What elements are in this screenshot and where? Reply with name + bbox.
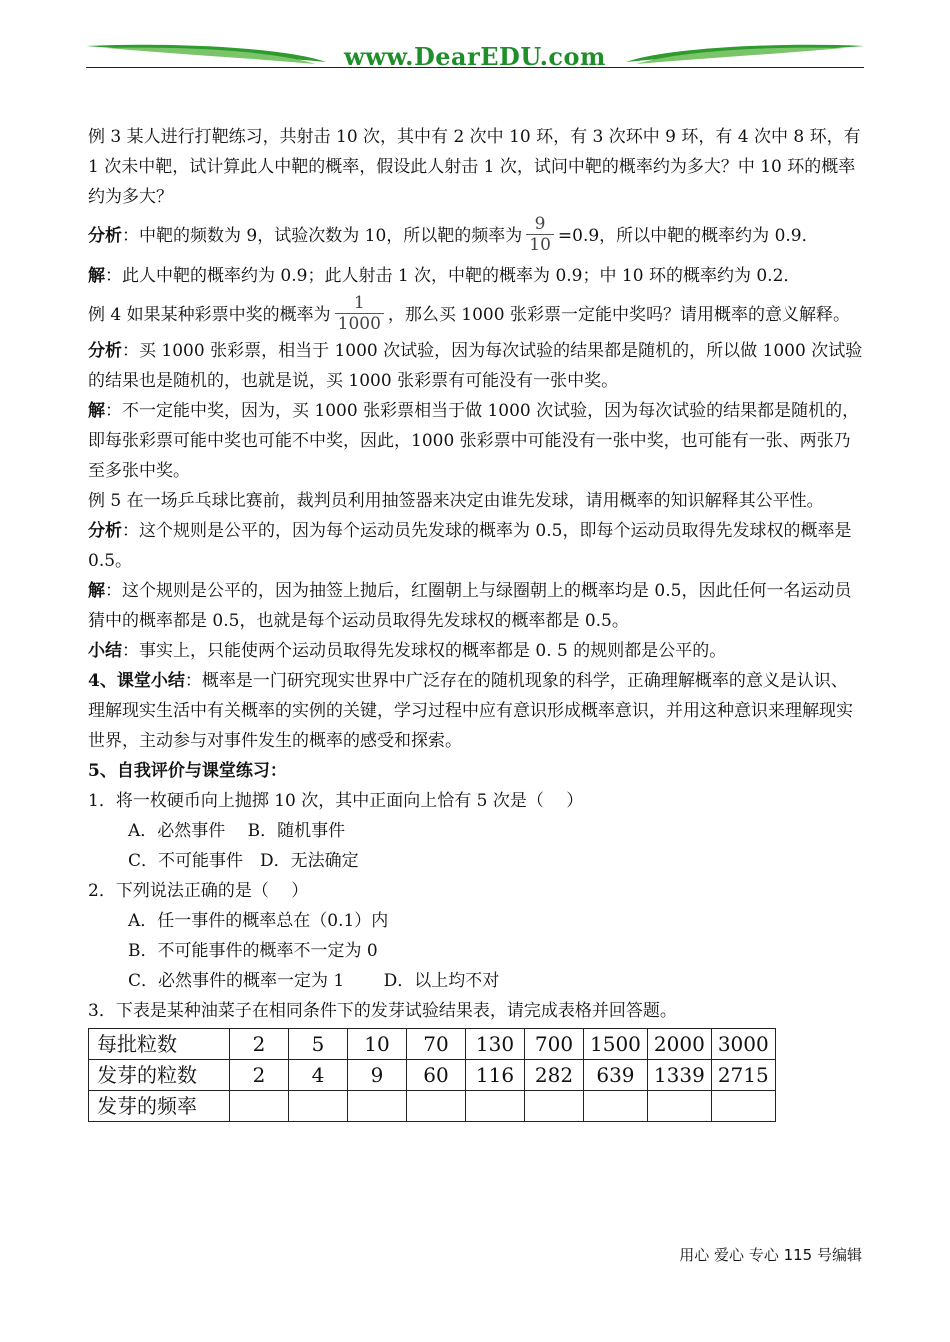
- table-row: [89, 1091, 776, 1122]
- table-cell: 639: [584, 1060, 648, 1091]
- section4-label: 4、课堂小结: [88, 671, 185, 691]
- summary-text: ：事实上，只能使两个运动员取得先发球权的概率都是 0. 5 的规则都是公平的。: [122, 641, 727, 661]
- example5-analysis: [88, 516, 864, 576]
- section5-heading: 5、自我评价与课堂练习：: [88, 761, 287, 781]
- row-header: 发芽的粒数: [89, 1060, 230, 1091]
- table-row: [89, 1029, 776, 1060]
- fraction-numerator: 9: [526, 214, 554, 235]
- section4-text: ：概率是一门研究现实世界中广泛存在的随机现象的科学，正确理解概率的意义是认识、理解现实生活中有关概率的实例的关键，学习过程中应有意识形成概率意识，并用这种意识来理解现实世界，主动参与对事件发生的概率的感受和探索。: [88, 671, 853, 751]
- analysis-label: 分析: [88, 341, 122, 361]
- table-cell: 2: [230, 1060, 289, 1091]
- q1-stem: 1．将一枚硬币向上抛掷 10 次，其中正面向上恰有 5 次是（ ）: [88, 791, 584, 811]
- q2-option-b: B．不可能事件的概率不一定为 0: [128, 941, 378, 961]
- q2-option-a: A．任一事件的概率总在（0.1）内: [128, 911, 389, 931]
- q2-stem: 2．下列说法正确的是（ ）: [88, 881, 309, 901]
- analysis-text: ：中靶的频数为 9，试验次数为 10，所以靶的频率为: [122, 226, 523, 246]
- q3-stem: 3．下表是某种油菜子在相同条件下的发芽试验结果表，请完成表格并回答题。: [88, 1001, 677, 1021]
- table-cell-blank[interactable]: [230, 1091, 289, 1122]
- table-cell-blank[interactable]: [711, 1091, 775, 1122]
- example4-solution: [88, 396, 864, 486]
- fraction-denominator: 10: [529, 235, 551, 255]
- table-cell: 130: [466, 1029, 525, 1060]
- solution-text: ：此人中靶的概率约为 0.9；此人射击 1 次，中靶的概率为 0.9；中 10 环的概率约为 0.2．: [105, 266, 801, 286]
- table-cell-blank[interactable]: [466, 1091, 525, 1122]
- row-header: 每批粒数: [89, 1029, 230, 1060]
- question-text-end: ，那么买 1000 张彩票一定能中奖吗？请用概率的意义解释。: [387, 305, 850, 325]
- example5-summary: [88, 636, 864, 666]
- section5-title: [88, 756, 864, 786]
- table-cell: 2000: [647, 1029, 711, 1060]
- table-cell: 4: [289, 1060, 348, 1091]
- table-cell: 700: [525, 1029, 584, 1060]
- fraction-numerator: 1: [335, 293, 384, 314]
- table-cell-blank[interactable]: [348, 1091, 407, 1122]
- table-cell: 5: [289, 1029, 348, 1060]
- table-cell-blank[interactable]: [289, 1091, 348, 1122]
- section4-summary: [88, 666, 864, 756]
- table-cell-blank[interactable]: [647, 1091, 711, 1122]
- table-cell: 9: [348, 1060, 407, 1091]
- example5-solution: [88, 576, 864, 636]
- table-cell: 10: [348, 1029, 407, 1060]
- solution-label: 解: [88, 401, 105, 421]
- page-footer: 用心 爱心 专心 115 号编辑: [679, 1246, 862, 1264]
- fraction-denominator: 1000: [337, 314, 381, 334]
- example4-question: [88, 295, 864, 336]
- table-row: [89, 1060, 776, 1091]
- q2-options-cd: C．必然事件的概率一定为 1 D．以上均不对: [128, 971, 500, 991]
- summary-label: 小结: [88, 641, 122, 661]
- table-cell: 60: [407, 1060, 466, 1091]
- analysis-label: 分析: [88, 226, 122, 246]
- solution-label: 解: [88, 266, 105, 286]
- example5-question: 例 5 在一场乒乓球比赛前，裁判员利用抽签器来决定由谁先发球，请用概率的知识解释其公平性。: [88, 491, 824, 511]
- q1-options-cd: C．不可能事件 D．无法确定: [128, 851, 359, 871]
- analysis-text: ：买 1000 张彩票，相当于 1000 次试验，因为每次试验的结果都是随机的，所以做 1000 次试验的结果也是随机的，也就是说，买 1000 张彩票有可能没有一张中奖。: [88, 341, 863, 391]
- example3-analysis: [88, 216, 864, 257]
- document-body: [88, 122, 864, 1122]
- table-cell: 2715: [711, 1060, 775, 1091]
- analysis-text: ：这个规则是公平的，因为每个运动员先发球的概率为 0.5，即每个运动员取得先发球权的概率是 0.5。: [88, 521, 852, 571]
- solution-text: ：不一定能中奖，因为，买 1000 张彩票相当于做 1000 次试验，因为每次试验的结果都是随机的，即每张彩票可能中奖也可能不中奖，因此，1000 张彩票中可能没有一张中奖，也可能有一张、两张乃至多张中奖。: [88, 401, 860, 481]
- q1-options-ab: A．必然事件 B．随机事件: [128, 821, 346, 841]
- fraction: [335, 293, 384, 334]
- site-logo[interactable]: www.DearEDU.com: [344, 42, 606, 71]
- example4-analysis: [88, 336, 864, 396]
- germination-table: [88, 1028, 776, 1122]
- solution-text: ：这个规则是公平的，因为抽签上抛后，红圈朝上与绿圈朝上的概率均是 0.5，因此任何一名运动员猜中的概率都是 0.5，也就是每个运动员取得先发球权的概率都是 0.5。: [88, 581, 852, 631]
- table-cell: 1500: [584, 1029, 648, 1060]
- table-cell-blank[interactable]: [584, 1091, 648, 1122]
- row-header: 发芽的频率: [89, 1091, 230, 1122]
- table-cell: 2: [230, 1029, 289, 1060]
- header-rule: [86, 67, 864, 68]
- solution-label: 解: [88, 581, 105, 601]
- table-cell-blank[interactable]: [407, 1091, 466, 1122]
- analysis-text-end: =0.9，所以中靶的概率约为 0.9．: [557, 226, 819, 246]
- table-cell: 116: [466, 1060, 525, 1091]
- example3-question: 例 3 某人进行打靶练习，共射击 10 次，其中有 2 次中 10 环，有 3 次环中 9 环，有 4 次中 8 环，有 1 次未中靶，试计算此人中靶的概率，假设此人射击 1 次，试问中靶的概率约为多大？中 10 环的概率约为多大？: [88, 127, 861, 207]
- fraction: [526, 214, 554, 255]
- table-cell: 3000: [711, 1029, 775, 1060]
- example3-solution: [88, 261, 864, 291]
- question-text: 例 4 如果某种彩票中奖的概率为: [88, 305, 331, 325]
- table-cell: 282: [525, 1060, 584, 1091]
- table-cell: 1339: [647, 1060, 711, 1091]
- table-cell-blank[interactable]: [525, 1091, 584, 1122]
- analysis-label: 分析: [88, 521, 122, 541]
- table-cell: 70: [407, 1029, 466, 1060]
